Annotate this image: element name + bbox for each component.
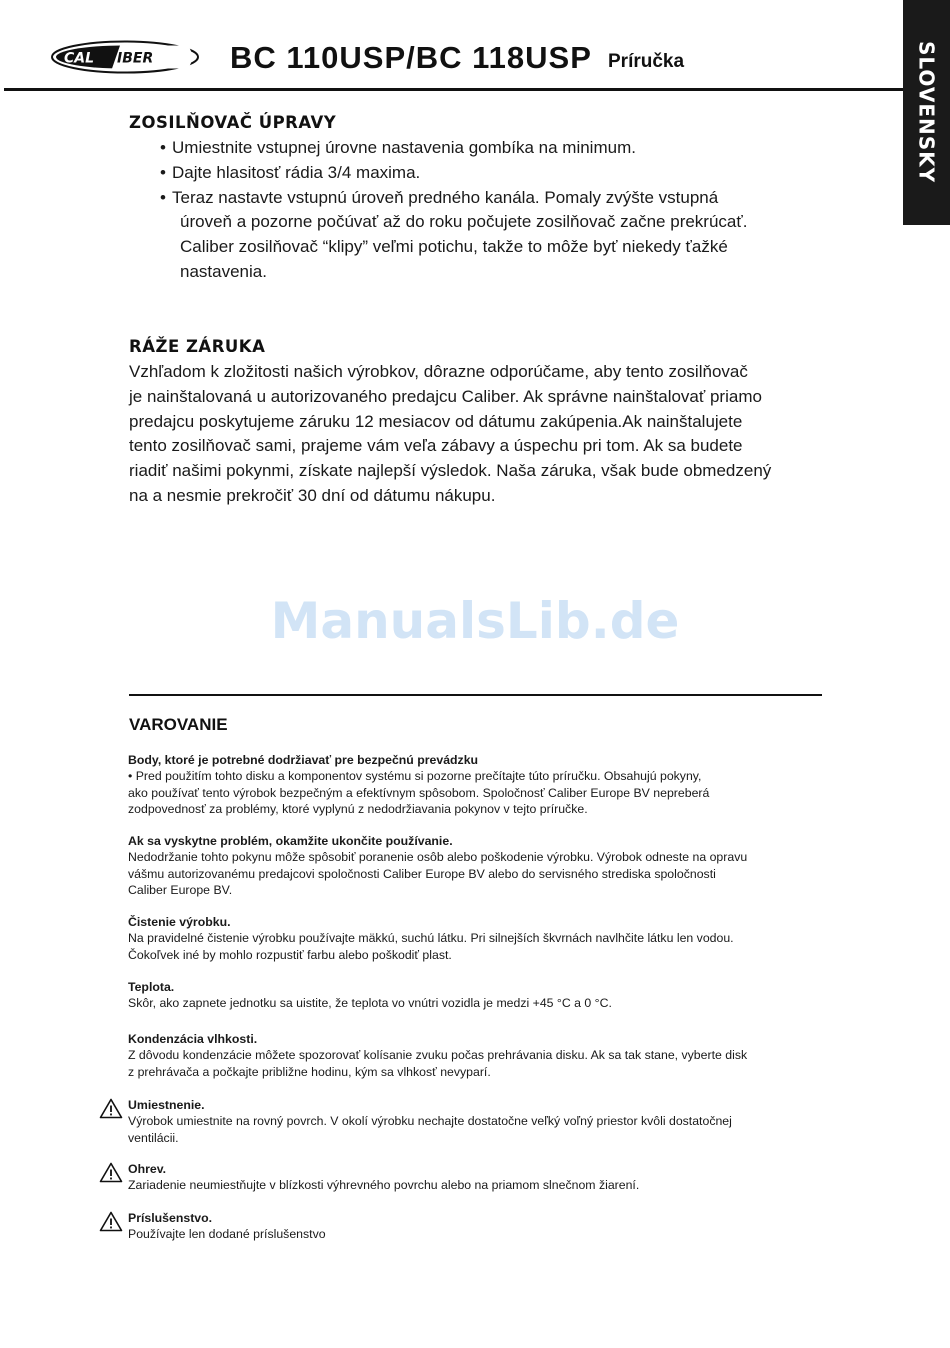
paragraph-line: na a nesmie prekročiť 30 dní od dátumu nákupu. [129,485,496,505]
warranty-heading: RÁŽE ZÁRUKA [129,337,266,356]
list-item: • Teraz nastavte vstupnú úroveň predného kanála. Pomaly zvýšte vstupná úroveň a pozorne počúvať až do roku počujete zosilňovač začne prekrúcať. Caliber zosilňovač “klipy” veľmi potichu, takže to môže byť niekedy ťažké nastavenia. [160,186,840,285]
warning-triangle-icon [99,1098,123,1119]
warning-item-condensation [128,1031,828,1080]
language-tab [903,0,950,225]
warning-item-title: Body, ktoré je potrebné dodržiavať pre bezpečnú prevádzku [128,753,479,767]
warning-item-title: Teplota. [128,980,175,994]
list-item-continuation: nastavenia. [180,261,267,281]
list-item-text: Teraz nastavte vstupnú úroveň predného kanála. Pomaly zvýšte vstupná [172,187,719,207]
list-item: • Umiestnite vstupnej úrovne nastavenia gombíka na minimum. [160,138,636,157]
header-rule [4,88,904,91]
warning-item-title: Kondenzácia vlhkosti. [128,1032,258,1046]
amp-adjust-list [160,136,840,285]
warning-item-line: • Pred použitím tohto disku a komponentov systému si pozorne prečítajte túto príručku. Obsahujú pokyny, [128,769,702,784]
watermark: ManualsLib.de [270,592,680,650]
warning-triangle-icon [99,1211,123,1232]
warning-item-title: Ohrev. [128,1162,167,1176]
warning-heading: VAROVANIE [129,715,228,734]
warning-item-line: Výrobok umiestnite na rovný povrch. V okolí výrobku nechajte dostatočne veľký voľný priestor kvôli dostatočnej [128,1114,732,1129]
warning-item-accessories [128,1210,828,1243]
paragraph-line: Vzhľadom k zložitosti našich výrobkov, dôrazne odporúčame, aby tento zosilňovač [129,362,748,381]
section-divider [129,694,822,696]
warning-item-heat [128,1161,828,1194]
model-title: BC 110USP/BC 118USP [230,40,592,75]
list-item-continuation: úroveň a pozorne počúvať až do roku počujete zosilňovač začne prekrúcať. [180,212,748,232]
warning-item-line: Používajte len dodané príslušenstvo [128,1227,326,1242]
warning-item-temperature [128,979,828,1012]
warning-item-placement [128,1097,828,1146]
warning-item-line: ako používať tento výrobok bezpečným a efektívnym spôsobom. Spoločnosť Caliber Europe BV nepreberá [128,785,710,800]
warning-item-line: Z dôvodu kondenzácie môžete spozorovať kolísanie zvuku počas prehrávania disku. Ak sa tak stane, vyberte disk [128,1048,748,1063]
document-type: Príručka [608,51,685,72]
paragraph-line: predajcu poskytujeme záruku 12 mesiacov od dátumu zakúpenia.Ak nainštalujete [129,411,743,431]
list-item: • Dajte hlasitosť rádia 3/4 maxima. [160,162,421,182]
warning-item-line: Zariadenie neumiestňujte v blízkosti výhrevného povrchu alebo na priamom slnečnom žiarení. [128,1178,640,1193]
list-item-text: Umiestnite vstupnej úrovne nastavenia gombíka na minimum. [172,138,636,157]
warning-item-title: Príslušenstvo. [128,1211,213,1225]
list-item-text: Dajte hlasitosť rádia 3/4 maxima. [172,162,421,182]
caliber-logo [50,40,200,74]
warning-item-line: zodpovednosť za problémy, ktoré vyplynú z nedodržiavania pokynov v tejto príručke. [128,802,588,817]
warning-item-line: vášmu autorizovanému predajcovi spoločnosti Caliber Europe BV alebo do servisného strediska spoločnosti [128,866,716,881]
amp-adjust-heading: ZOSILŇOVAČ ÚPRAVY [129,113,337,132]
language-tab-label: SLOVENSKY [914,41,939,184]
warning-item-line: ventilácii. [128,1130,179,1145]
warning-item-line: Čokoľvek iné by mohlo rozpustiť farbu alebo poškodiť plast. [128,947,452,962]
warning-item-problem [128,833,828,899]
list-item-continuation: Caliber zosilňovač “klipy” veľmi potichu, takže to môže byť niekedy ťažké [180,237,728,257]
paragraph-line: tento zosilňovač sami, prajeme vám veľa zábavy a úspechu pri tom. Ak sa budete [129,436,743,456]
warning-item-line: Na pravidelné čistenie výrobku používajte mäkkú, suchú látku. Pri silnejších škvrnách navlhčite látku len vodou. [128,931,734,946]
warning-item-safety [128,752,828,818]
warning-item-title: Umiestnenie. [128,1098,205,1112]
warning-item-title: Čistenie výrobku. [128,915,231,929]
svg-text:IBER: IBER [117,50,154,67]
warning-item-line: Nedodržanie tohto pokynu môže spôsobiť poranenie osôb alebo poškodenie výrobku. Výrobok odneste na opravu [128,850,748,865]
warning-triangle-icon [99,1162,123,1183]
warning-item-line: Skôr, ako zapnete jednotku sa uistite, že teplota vo vnútri vozidla je medzi +45 °C a 0 °C. [128,996,612,1011]
warranty-paragraph [129,360,849,509]
warning-item-line: Caliber Europe BV. [128,883,233,898]
paragraph-line: je nainštalovaná u autorizovaného predajcu Caliber. Ak správne nainštalovať priamo [129,386,762,406]
svg-text:CAL: CAL [64,50,95,67]
warning-item-title: Ak sa vyskytne problém, okamžite ukončite používanie. [128,834,453,848]
paragraph-line: riadiť našimi pokynmi, získate najlepší výsledok. Naša záruka, však bude obmedzený [129,461,772,481]
warning-item-line: z prehrávača a počkajte približne hodinu, kým sa vlhkosť nevyparí. [128,1064,491,1079]
warning-item-cleaning [128,914,828,963]
